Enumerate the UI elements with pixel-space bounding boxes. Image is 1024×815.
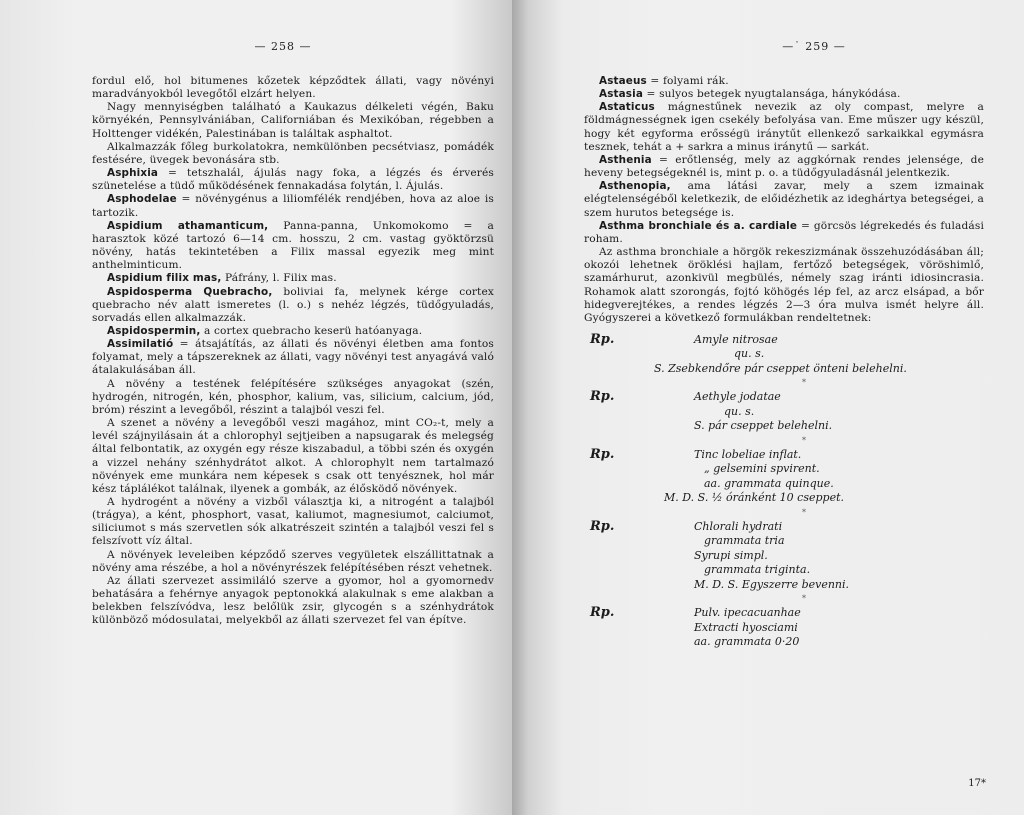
paragraph: A hydrogént a növény a vizből választja ki, a nitrogént a talajból (trágya), a ként, phosphort, vasat, kaliumot, magnesiumot, calciumot, siliciumot s más szervetlen sók alkatrészeit szintén a talajból veszi fel s felszívott víz által. xyxy=(92,496,494,548)
rx-line: Syrupi simpl. xyxy=(694,548,768,562)
prescription xyxy=(584,448,984,506)
rx-label: Rp. xyxy=(590,389,615,405)
rx-line: S. pár cseppet belehelni. xyxy=(694,419,833,433)
paragraph: Az állati szervezet assimiláló szerve a gyomor, hol a gyomornedv behatására a fehérnye anyagok peptonokká alakulnak s eme alakban a belekben felszívódva, lesz belőlük zsir, glycogén s a szénhydrátok különböző módosulatai, melyekből az állati szervezet fel van építve. xyxy=(92,574,494,627)
rx-line: grammata tria xyxy=(704,534,785,548)
page-number: — 258 — xyxy=(254,40,312,53)
entry-aspidium-athamanticum: Aspidium athamanticum, Panna-panna, Unkomokomo = a harasztok közé tartozó 6—14 cm. hosszu, 2 cm. vastag gyöktörzsü növény, hatás tekintetében a Filix massal egyezik meg mint anthelminticum. xyxy=(92,219,494,272)
rx-label: Rp. xyxy=(590,446,615,462)
entry-asthenopia: Asthenopia, ama látási zavar, mely a szem izmainak elégtelenségéből keletkezik, de előidézhetik az ideghártya betegségei, a szem hurutos betegsége is. xyxy=(584,180,984,219)
prescription xyxy=(584,606,984,650)
paragraph: Nagy mennyiségben található a Kaukazus délkeleti végén, Baku környékén, Pennsylvániában, Californiában és Mexikóban, régebben a Holttenger vidékén, Palestinában is találtak asphaltot. xyxy=(92,101,494,140)
separator-star: * xyxy=(802,378,806,388)
rx-line: Tinc lobeliae inflat. xyxy=(694,447,802,461)
entry-asthenia: Asthenia = erőtlenség, mely az aggkórnak rendes jelensége, de heveny betegségeknél is, mint p. o. a tüdőgyuladásnál jelentkezik. xyxy=(584,153,984,180)
paragraph: A növények leveleiben képződő szerves vegyületek elszállittatnak a növény ama részébe, a hol a növényrészek felépítésében részt vehetnek. xyxy=(92,548,494,574)
rx-line: Pulv. ipecacuanhae xyxy=(694,606,801,620)
rx-line: Amyle nitrosae xyxy=(694,332,778,346)
rx-line: Chlorali hydrati xyxy=(694,519,783,533)
paragraph: A növény a testének felépítésére szükséges anyagokat (szén, hydrogén, nitrogén, kén, phosphor, kalium, vas, silicium, calcium, jód, bróm) részint a levegőből, részint a talajból veszi fel. xyxy=(92,377,494,416)
entry-aspidium-filix-mas: Aspidium filix mas, Páfrány, l. Filix mas. xyxy=(107,272,337,285)
entry-term: Aspidium athamanticum, xyxy=(107,219,269,232)
entry-term: Astaeus xyxy=(599,75,647,87)
entry-term: Aspidospermin, xyxy=(107,324,201,337)
entry-term: Aspidium filix mas, xyxy=(107,272,222,285)
separator-star: * xyxy=(802,594,806,604)
rx-line: Aethyle jodatae xyxy=(694,390,781,404)
page-number: —˙ 259 — xyxy=(782,40,846,53)
paragraph: Alkalmazzák főleg burkolatokra, nemkülönben pecsétviasz, pomádék festésére, üvegek bevonására stb. xyxy=(92,140,494,166)
rx-line: aa. grammata 0·20 xyxy=(694,635,800,649)
right-text-column xyxy=(584,75,984,325)
rx-line: aa. grammata quinque. xyxy=(704,476,834,490)
rx-line: grammata triginta. xyxy=(704,563,811,577)
separator-star: * xyxy=(802,507,806,517)
paragraph: fordul elő, hol bitumenes kőzetek képződtek állati, vagy növényi maradványokból levegőtől elzárt helyen. xyxy=(92,75,494,101)
entry-term: Assimilatió xyxy=(107,338,174,351)
entry-aspidosperma: Aspidosperma Quebracho, boliviai fa, melynek kérge cortex quebracho név alatt ismeretes (l. o.) s nehéz légzés, tüdőgyuladás, sorvadás ellen alkalmazzák. xyxy=(92,285,495,324)
prescription-list xyxy=(584,333,984,650)
rx-line: M. D. S. ½ óránként 10 cseppet. xyxy=(664,491,844,505)
entry-assimilatio: Assimilatió = átsajátítás, az állati és növényi életben ama fontos folyamat, mely a tápszereknek az állati, vagy növényi test anyagává való átalakulásában áll. xyxy=(92,338,494,377)
entry-asphixia: Asphixia = tetszhalál, ájulás nagy foka, a légzés és érverés szünetelése a tüdő működésének fennakadása folytán, l. Ájulás. xyxy=(92,167,494,193)
rx-line: qu. s. xyxy=(724,404,755,418)
entry-astasia: Astasia = sulyos betegek nyugtalansága, hánykódása. xyxy=(599,88,901,101)
separator-star: * xyxy=(802,435,806,445)
rx-line: M. D. S. Egyszerre bevenni. xyxy=(694,577,850,591)
prescription xyxy=(584,390,984,434)
right-page xyxy=(512,0,1024,815)
entry-term: Asthma bronchiale és a. cardiale xyxy=(599,219,798,232)
rx-line: „ gelsemini spvirent. xyxy=(704,462,820,476)
prescription xyxy=(584,520,984,593)
entry-aspidospermin: Aspidospermin, a cortex quebracho keserü hatóanyaga. xyxy=(107,324,423,337)
entry-term: Astasia xyxy=(599,88,644,101)
rx-label: Rp. xyxy=(590,331,615,347)
entry-asphodelae: Asphodelae = növénygénus a liliomfélék rendjében, hova az aloe is tartozik. xyxy=(92,193,494,219)
signature-mark: 17* xyxy=(968,778,986,789)
left-text-column xyxy=(92,75,494,628)
rx-label: Rp. xyxy=(590,518,615,534)
entry-term: Astaticus xyxy=(599,101,655,114)
rx-line: S. Zsebkendőre pár cseppet önteni belehelni. xyxy=(654,361,907,375)
entry-term: Asthenopia, xyxy=(599,180,671,193)
entry-astaeus: Astaeus = folyami rák. xyxy=(599,75,729,87)
rx-line: Extracti hyosciami xyxy=(694,620,798,634)
rx-label: Rp. xyxy=(590,605,615,621)
entry-term: Asphixia xyxy=(107,167,159,180)
entry-term: Asphodelae xyxy=(107,193,177,206)
paragraph: A szenet a növény a levegőből veszi magához, mint CO₂-t, mely a levél szájnyilásain át a chlorophyl sejtjeiben a napsugarak és melegség által felbontatik, az oxygén egy része kiszabadul, a többi szén és oxygén a vizzel nehány szénhydrátot alkot. A chlorophylt nem tartalmazó növények eme munkára nem képesek s csak ott tenyésznek, hol már kész táplálékot találnak, ilyenek a gombák, az élősködő növények. xyxy=(92,417,494,495)
entry-term: Asthenia xyxy=(599,153,652,166)
prescription xyxy=(584,333,984,377)
rx-line: qu. s. xyxy=(734,347,765,361)
entry-term: Aspidosperma Quebracho, xyxy=(107,285,273,298)
entry-asthma: Asthma bronchiale és a. cardiale = görcsös légrekedés és fuladási roham. xyxy=(584,219,984,245)
entry-astaticus: Astaticus mágnestűnek nevezik az oly compast, melyre a földmágnességnek igen csekély befolyása van. Eme műszer ugy készül, hogy két egyforma erősségü iránytűt ellenkező sarkaikkal egymásra tesznek, tehát a + sarkra a minus iránytű — sarkát. xyxy=(584,101,984,153)
paragraph: Az asthma bronchiale a hörgök rekeszizmának összehuzódásában áll; okozói lehetnek öröklési hajlam, fertőző betegségek, vöröshimlő, szamárhurut, azonkivül megbülés, némely szag iránti idiosincrasia. Rohamok alatt szorongás, fojtó köhögés lép fel, az arcz elsápad, a bőr hidegverejtékes, a rendes légzés 2—3 óra mulva ismét helyre áll. Gyógyszerei a következő formulákban rendeltetnek: xyxy=(584,246,984,324)
